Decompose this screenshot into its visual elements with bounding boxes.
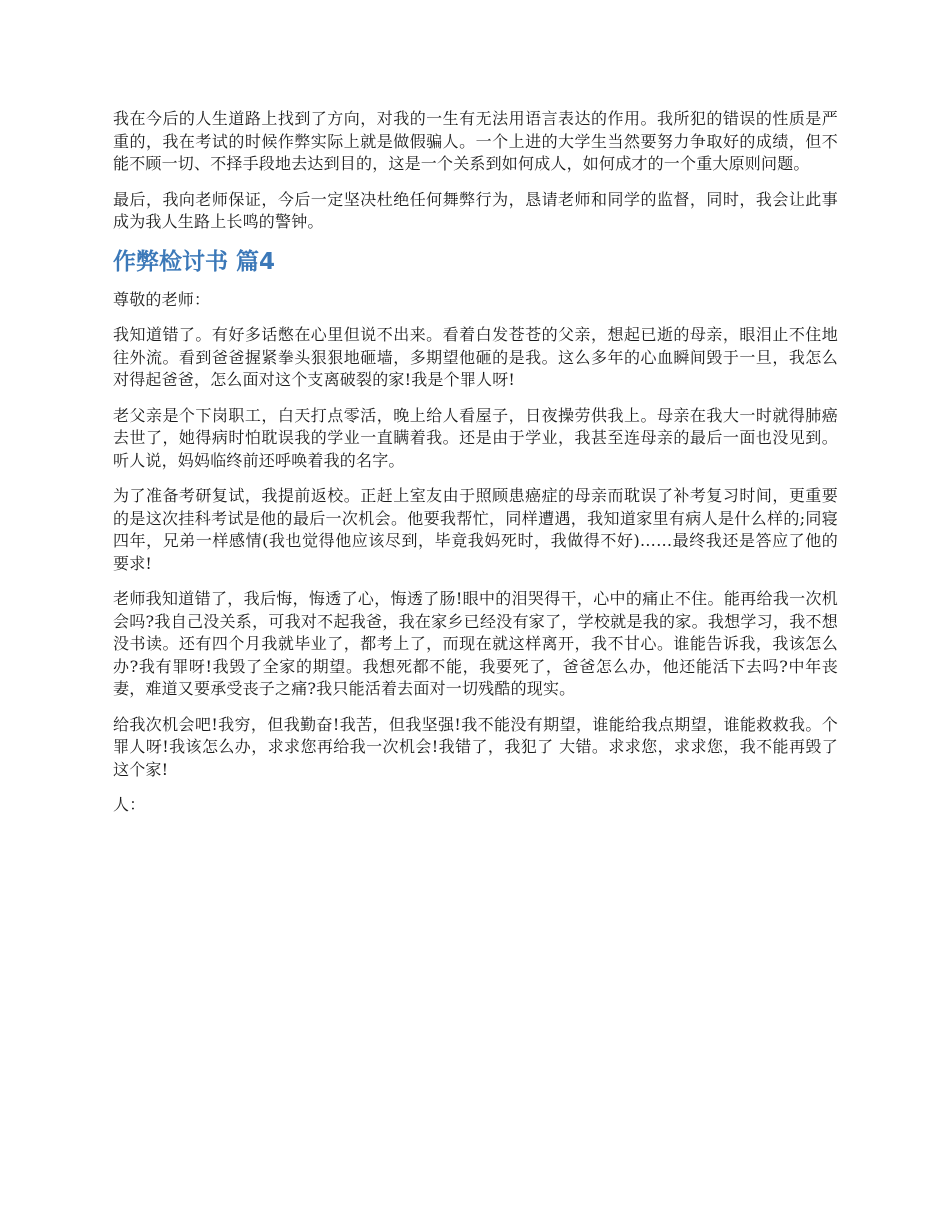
section-heading: 作弊检讨书 篇4 — [113, 248, 276, 275]
paragraph-body-5: 给我次机会吧!我穷，但我勤奋!我苦，但我坚强!我不能没有期望，谁能给我点期望，谁能救救我。个罪人呀!我该怎么办，求求您再给我一次机会!我错了，我犯了 大错。求求您，求求您，我不能再毁了这个家! — [113, 714, 838, 779]
document-page — [113, 108, 838, 830]
paragraph-body-2: 老父亲是个下岗职工，白天打点零活，晚上给人看屋子，日夜操劳供我上。母亲在我大一时就得肺癌去世了，她得病时怕耽误我的学业一直瞒着我。还是由于学业，我甚至连母亲的最后一面也没见到。听人说，妈妈临终前还呼唤着我的名字。 — [113, 405, 838, 470]
paragraph-body-3: 为了准备考研复试，我提前返校。正赶上室友由于照顾患癌症的母亲而耽误了补考复习时间，更重要的是这次挂科考试是他的最后一次机会。他要我帮忙，同样遭遇，我知道家里有病人是什么样的;同寝四年，兄弟一样感情(我也觉得他应该尽到，毕竟我妈死时，我做得不好)……最终我还是答应了他的要求! — [113, 486, 838, 573]
paragraph-signature: 人： — [113, 795, 146, 814]
paragraph-top-1: 我在今后的人生道路上找到了方向，对我的一生有无法用语言表达的作用。我所犯的错误的性质是严重的，我在考试的时候作弊实际上就是做假骗人。一个上进的大学生当然要努力争取好的成绩，但不能不顾一切、不择手段地去达到目的，这是一个关系到如何成人，如何成才的一个重大原则问题。 — [113, 109, 838, 173]
paragraph-body-1: 我知道错了。有好多话憋在心里但说不出来。看着白发苍苍的父亲，想起已逝的母亲，眼泪止不住地往外流。看到爸爸握紧拳头狠狠地砸墙，多期望他砸的是我。这么多年的心血瞬间毁于一旦，我怎么对得起爸爸，怎么面对这个支离破裂的家!我是个罪人呀! — [113, 325, 838, 389]
paragraph-body-4: 老师我知道错了，我后悔，悔透了心，悔透了肠!眼中的泪哭得干，心中的痛止不住。能再给我一次机会吗?我自己没关系，可我对不起我爸，我在家乡已经没有家了，学校就是我的家。我想学习，我不想没书读。还有四个月我就毕业了，都考上了，而现在就这样离开，我不甘心。谁能告诉我，我该怎么办?我有罪呀!我毁了全家的期望。我想死都不能，我要死了，爸爸怎么办，他还能活下去吗?中年丧妻，难道又要承受丧子之痛?我只能活着去面对一切残酷的现实。 — [113, 589, 838, 698]
paragraph-top-2: 最后，我向老师保证，今后一定坚决杜绝任何舞弊行为，恳请老师和同学的监督，同时，我会让此事成为我人生路上长鸣的警钟。 — [113, 189, 838, 231]
paragraph-salutation: 尊敬的老师： — [113, 289, 211, 309]
